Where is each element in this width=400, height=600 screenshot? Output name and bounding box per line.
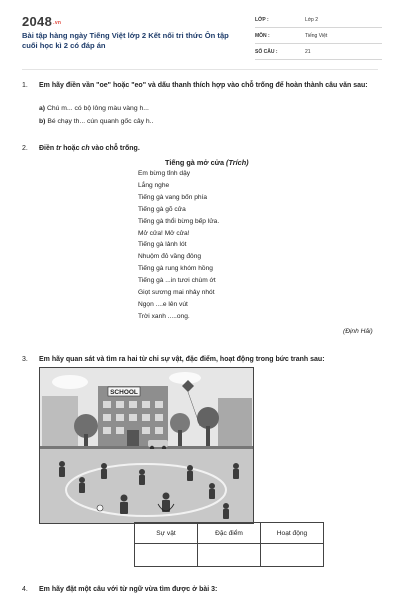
question-3-number: 3. <box>22 356 28 363</box>
answer-table <box>134 522 324 567</box>
school-sign-text: SCHOOL <box>110 389 138 396</box>
poem-title-note: (Trích) <box>226 158 249 167</box>
poem-line: Tiếng gà lảnh lót <box>138 241 187 249</box>
meta-label: SỐ CÂU : <box>255 49 278 55</box>
answer-cell-trait[interactable] <box>198 544 261 567</box>
poem-line: Tiếng gà gõ cửa <box>138 205 186 213</box>
worksheet-header <box>22 12 382 68</box>
poem-line: Tiếng gà rung khóm hồng <box>138 265 213 273</box>
poem-line: Tiếng gà ...in tươi chùm ớt <box>138 277 216 285</box>
question-2-number: 2. <box>22 145 28 152</box>
meta-row-grade <box>255 12 382 28</box>
answer-table-header-trait: Đặc điểm <box>198 523 261 544</box>
item-label: b) <box>39 118 46 125</box>
schoolyard-drawing <box>40 368 253 523</box>
answer-table-header-noun: Sự vật <box>135 523 198 544</box>
answer-table-header-action: Hoạt động <box>261 523 324 544</box>
worksheet-title: Bài tập hàng ngày Tiếng Việt lớp 2 Kết nối tri thức Ôn tập cuối học kì 2 có đáp án <box>22 31 229 50</box>
meta-value: Lớp 2 <box>305 17 319 23</box>
logo-sub: .vn <box>53 20 62 26</box>
answer-cell-action[interactable] <box>261 544 324 567</box>
item-label: a) <box>39 105 46 112</box>
header-divider <box>22 69 378 70</box>
item-text: Chú m... có bộ lông màu vàng h... <box>46 105 149 112</box>
poem-line: Tiếng gà thổi bừng bếp lửa. <box>138 217 220 225</box>
prompt-part: vào chỗ trống. <box>89 145 140 152</box>
question-1-prompt: Em hãy điền vần "oe" hoặc "eo" và dấu thanh thích hợp vào chỗ trống để hoàn thành câu văn sau: <box>39 82 368 89</box>
meta-value: 21 <box>305 49 311 55</box>
poem-line: Nhuộm đỏ vầng đông <box>138 253 202 261</box>
answer-cell-noun[interactable] <box>135 544 198 567</box>
poem-author: (Định Hải) <box>343 328 373 335</box>
meta-label: LỚP : <box>255 17 269 23</box>
poem-line: Ngọn ....e lên vút <box>138 300 188 308</box>
prompt-part: hoặc <box>61 145 82 152</box>
poem-line: Tiếng gà vang bốn phía <box>138 193 208 201</box>
meta-row-subject <box>255 28 382 44</box>
question-1-item-b <box>39 118 154 125</box>
question-1-number: 1. <box>22 82 28 89</box>
question-4-prompt: Em hãy đặt một câu với từ ngữ vừa tìm được ở bài 3: <box>39 586 218 593</box>
question-4-number: 4. <box>22 586 28 593</box>
site-logo[interactable] <box>22 14 61 29</box>
meta-value: Tiếng Việt <box>305 33 328 39</box>
poem-title-text: Tiếng gà mở cửa <box>165 158 227 167</box>
prompt-part-tr: tr <box>56 145 62 152</box>
poem-line: Em bừng tỉnh dậy <box>138 170 191 177</box>
worksheet-meta <box>255 12 382 60</box>
question-2-prompt <box>39 143 374 154</box>
question-1-item-a <box>39 105 149 112</box>
meta-label: MÔN : <box>255 33 270 39</box>
poem-line: Giọt sương mai nhảy nhót <box>138 289 215 296</box>
meta-row-count <box>255 44 382 60</box>
poem-line: Lắng nghe <box>138 181 170 189</box>
item-text: Bé chạy th... cún quanh gốc cây h.. <box>47 118 154 125</box>
poem-line: Trời xanh .....ong. <box>138 312 190 320</box>
question-3-prompt: Em hãy quan sát và tìm ra hai từ chỉ sự vật, đặc điểm, hoạt động trong bức tranh sau: <box>39 356 325 363</box>
prompt-part: Điền <box>39 145 57 152</box>
prompt-part-ch: ch <box>81 145 90 152</box>
schoolyard-illustration <box>39 367 254 524</box>
logo-main: 2048 <box>22 14 53 29</box>
poem-title <box>165 158 249 167</box>
poem-line: Mở cửa! Mở cửa! <box>138 229 190 237</box>
